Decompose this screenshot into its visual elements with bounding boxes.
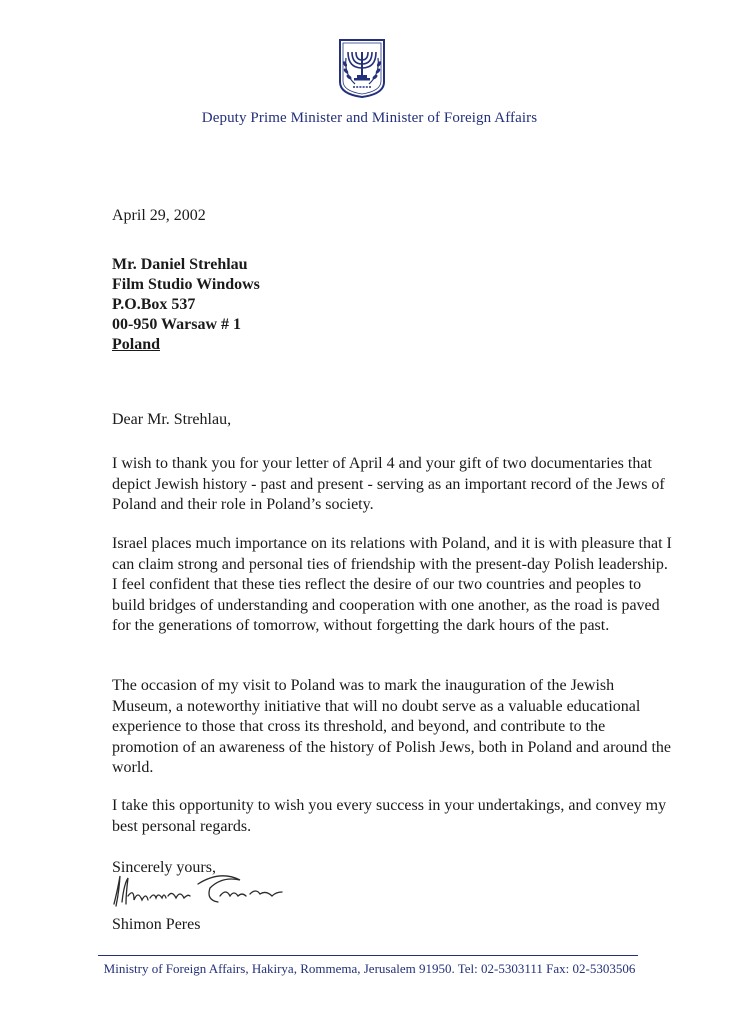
closing: Sincerely yours, — [112, 859, 216, 876]
recipient-name: Mr. Daniel Strehlau — [112, 256, 248, 273]
body-paragraph: Israel places much importance on its relations with Poland, and it is with pleasure that I can claim strong and personal ties of friendship with the present-day Polish leadership. I feel confident that these ties reflect the desire of our two countries and peoples to build bridges of understanding and cooperation with one another, as the road is paved for the generations of tomorrow, without forgetting the dark hours of the past. — [112, 535, 672, 635]
letter-date: April 29, 2002 — [112, 207, 206, 224]
recipient-organization: Film Studio Windows — [112, 276, 260, 293]
salutation: Dear Mr. Strehlau, — [112, 411, 232, 428]
menorah-emblem-icon — [337, 38, 387, 98]
body-paragraph: I take this opportunity to wish you every success in your undertakings, and convey my best personal regards. — [112, 797, 667, 835]
body-paragraph: The occasion of my visit to Poland was to mark the inauguration of the Jewish Museum, a noteworthy initiative that will no doubt serve as a valuable educational experience to those that cross its threshold, and beyond, and contribute to the promotion of an awareness of the history of Polish Jews, both in Poland and around the world. — [112, 677, 672, 777]
recipient-city: 00-950 Warsaw # 1 — [112, 316, 242, 333]
body-paragraph: I wish to thank you for your letter of April 4 and your gift of two documentaries that depict Jewish history - past and present - serving as an important record of the Jews of Poland and their role in Poland’s society. — [112, 455, 665, 514]
recipient-country: Poland — [112, 336, 161, 353]
letterhead-title: Deputy Prime Minister and Minister of Foreign Affairs — [201, 110, 538, 126]
footer-address: Ministry of Foreign Affairs, Hakirya, Rommema, Jerusalem 91950. Tel: 02-5303111 Fax: 02-5303506 — [103, 961, 636, 976]
signer-name: Shimon Peres — [112, 916, 201, 933]
footer-divider — [98, 955, 638, 956]
recipient-address — [112, 255, 260, 355]
handwritten-signature-icon — [110, 866, 290, 914]
recipient-po-box: P.O.Box 537 — [112, 296, 196, 313]
